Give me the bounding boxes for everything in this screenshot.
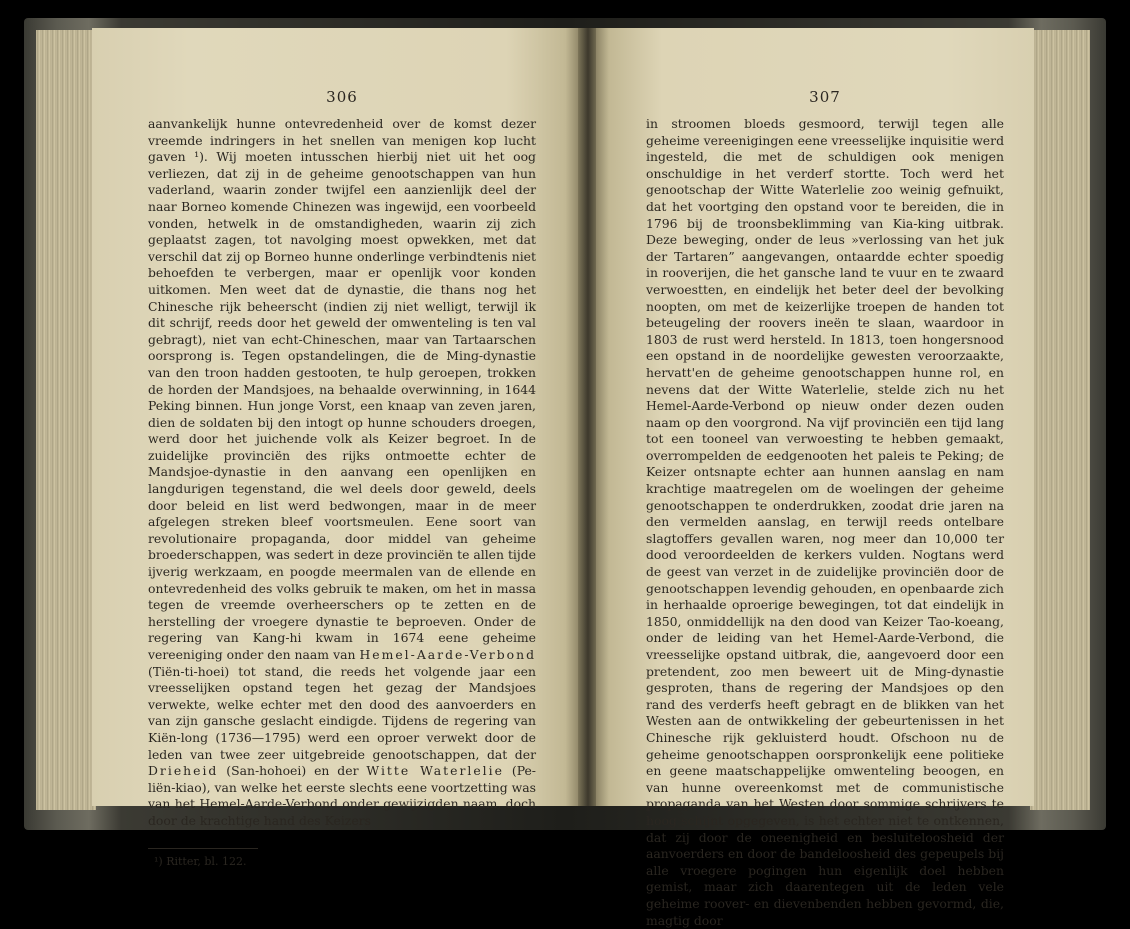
society-name-hemel-aarde-verbond: Hemel-Aarde-Verbond — [359, 647, 536, 662]
left-paragraph-1: aanvankelijk hunne ontevredenheid over de komst dezer vreemde indringers in het snellen van menigen kop lucht gaven ¹). Wij moeten intusschen hierbij niet uit het oog verliezen, dat zij in de geheime genootschappen van hun vaderland, waarin zonder twijfel een aanzienlijk deel der naar Borneo komende Chinezen was ingewijd, een voorbeeld vonden, hetwelk in de omstandigheden, waarin zij zich geplaatst zagen, tot navolging moest opwekken, met dat verschil dat zij op Borneo hunne onderlinge verbindtenis niet behoefden te verbergen, maar er openlijk voor konden uitkomen. Men weet dat de dynastie, die thans nog het Chinesche rijk beheerscht (indien zij niet welligt, terwijl ik dit schrijf, reeds door het geweld der omwenteling is ten val gebragt), niet van echt-Chineschen, maar van Tartaarschen oorsprong is. Tegen opstandelingen, die de Ming-dynastie van den troon hadden gestooten, te hulp geroepen, trokken de horden der Mandsjoes, na behaalde overwinning, in 1644 Peking binnen. Hun jonge Vorst, een knaap van zeven jaren, dien de soldaten bij den intogt op hunne schouders droegen, werd door het juichende volk als Keizer begroet. In de zuidelijke provinciën des rijks ontmoette echter de Mandsjoe-dynastie in den aanvang een openlijken en langdurigen tegenstand, die wel deels door geweld, deels door beleid en list werd bedwongen, maar in de meer afgelegen streken bleef voortsmeulen. Eene soort van revolutionaire propaganda, door middel van geheime broederschappen, was sedert in deze provinciën te allen tijde ijverig werkzaam, en poogde meermalen van de ellende en ontevredenheid des volks gebruik te maken, om het in massa tegen de vreemde overheerschers op te zetten en de herstelling der vroegere dynastie te beproeven. Onder de regering van Kang-hi kwam in 1674 eene geheime vereeniging onder den naam van — [148, 116, 536, 662]
left-paragraph-3: (San-hohoei) en der — [226, 763, 359, 779]
left-page — [92, 28, 580, 868]
society-name-drieheid: Drieheid — [148, 763, 219, 779]
left-page-body — [148, 116, 536, 830]
society-name-witte-waterlelie: Witte Waterlelie — [366, 763, 504, 779]
right-page-edges — [1030, 30, 1090, 810]
footnote-divider — [148, 848, 258, 849]
footnote: ¹) Ritter, bl. 122. — [154, 854, 247, 868]
left-page-edges — [36, 30, 96, 810]
left-paragraph-4: (Pe-liën-kiao), van welke het eerste slechts eene voortzetting was van het Hemel-Aarde-Verbond onder gewijzigden naam, doch door de krachtige hand des Keizers — [148, 763, 536, 828]
right-page — [596, 28, 1034, 928]
left-paragraph-2: (Tiën-ti-hoei) tot stand, die reeds het volgende jaar een vreesselijken opstand tegen het gezag der Mandsjoes verwekte, welke echter met den dood des aanvoerders en van zijn gansche geslacht eindigde. Tijdens de regering van Kiën-long (1736—1795) werd een oproer verwekt door de leden van twee zeer uitgebreide genootschappen, dat der — [148, 663, 536, 762]
left-page-number: 306 — [326, 88, 358, 106]
right-page-body: in stroomen bloeds gesmoord, terwijl tegen alle geheime vereenigingen eene vreesselijke inquisitie werd ingesteld, die met de schuldigen ook menigen onschuldige in het verderf stortte. Toch werd het genootschap der Witte Waterlelie zoo weinig gefnuikt, dat het voortging den opstand voor te bereiden, die in 1796 bij de troonsbeklimming van Kia-king uitbrak. Deze beweging, onder de leus »verlossing van het juk der Tartaren” aangevangen, ontaardde echter spoedig in rooverijen, die het gansche land te vuur en te zwaard verwoestten, en eindelijk het beter deel der bevolking noopten, om met de keizerlijke troepen de handen tot beteugeling der roovers ineën te slaan, waardoor in 1803 de rust werd hersteld. In 1813, toen hongersnood een opstand in de noordelijke gewesten veroorzaakte, hervatt'en de geheime genootschappen hunne rol, en nevens dat der Witte Waterlelie, stelde zich nu het Hemel-Aarde-Verbond op nieuw onder dezen ouden naam op den voorgrond. Na vijf provinciën een tijd lang tot een tooneel van verwoesting te hebben gemaakt, overrompelden de eedgenooten het paleis te Peking; de Keizer ontsnapte echter aan hunnen aanslag en nam krachtige maatregelen om de woelingen der geheime genootschappen te onderdrukken, zoodat drie jaren na den vermelden aanslag, en terwijl reeds ontelbare slagtoffers gevallen waren, nog meer dan 10,000 ter dood veroordeelden de kerkers vulden. Nogtans werd de geest van verzet in de zuidelijke provinciën door de genootschappen levendig gehouden, en openbaarde zich in herhaalde oproerige bewegingen, tot dat eindelijk in 1850, onmiddellijk na den dood van Keizer Tao-koeang, onder de leiding van het Hemel-Aarde-Verbond, die vreesselijke opstand uitbrak, die, aangevoerd door een pretendent, zoo men beweert uit de Ming-dynastie gesproten, thans de regering der Mandsjoes op den rand des verderfs heeft gebragt en de blikken van het Westen aan de ontwikkeling der gebeurtenissen in het Chinesche rijk gekluisterd houdt. Ofschoon nu de geheime genootschappen oorspronkelijk eene politieke en geene maatschappelijke omwenteling beoogen, en van hunne overeenkomst met de communistische propaganda van het Westen door sommige schrijvers te hoog schijnt opgegeven, is het echter niet te ontkennen, dat zij door de oneenigheid en besluiteloosheid der aanvoerders en door de bandeloosheid des gepeupels bij alle vroegere pogingen hun eigenlijk doel hebben gemist, maar zich daarentegen uit de leden vele geheime roover- en dievenbenden hebben gevormd, die, magtig door — [646, 116, 1004, 928]
book-gutter — [578, 28, 598, 806]
right-page-number: 307 — [809, 88, 841, 106]
